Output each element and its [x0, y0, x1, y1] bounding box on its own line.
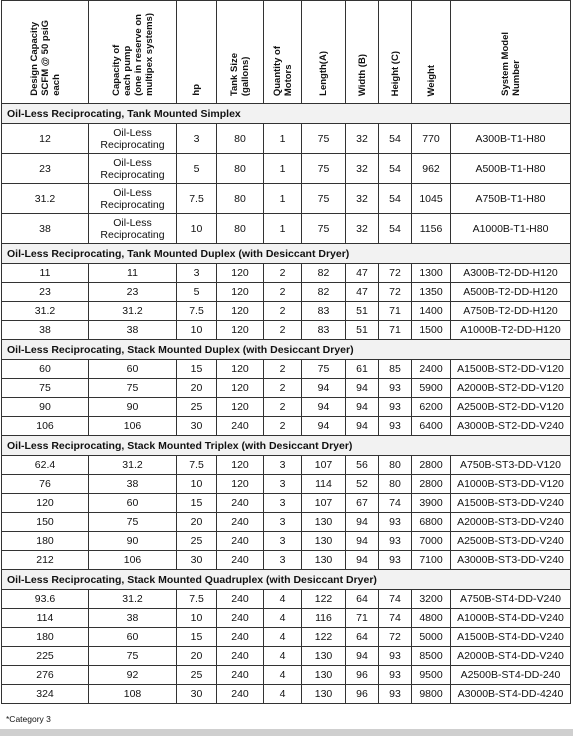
table-cell: Oil-Less Reciprocating — [89, 214, 177, 244]
column-header-label: Capacity of each pump (one in reserve on multipex systems) — [110, 13, 155, 96]
column-header — [217, 1, 264, 104]
table-cell: 38 — [2, 321, 89, 340]
table-cell: 83 — [302, 302, 346, 321]
table-cell: 3 — [264, 475, 302, 494]
table-cell: 75 — [302, 214, 346, 244]
table-cell: 2 — [264, 379, 302, 398]
column-header-label: Width (B) — [356, 53, 368, 96]
table-cell: 94 — [346, 379, 379, 398]
table-cell: 54 — [379, 184, 412, 214]
table-row — [2, 475, 571, 494]
table-cell: 2400 — [412, 360, 451, 379]
table-cell: 7.5 — [177, 456, 217, 475]
table-cell: 71 — [379, 302, 412, 321]
table-row — [2, 321, 571, 340]
table-cell: 3 — [264, 456, 302, 475]
table-cell: 90 — [2, 398, 89, 417]
table-cell: 64 — [346, 590, 379, 609]
table-cell: 130 — [302, 647, 346, 666]
column-header — [379, 1, 412, 104]
table-cell: 2 — [264, 264, 302, 283]
table-cell: 107 — [302, 456, 346, 475]
table-cell: 67 — [346, 494, 379, 513]
table-cell: 4 — [264, 666, 302, 685]
table-cell: 25 — [177, 532, 217, 551]
table-cell: 31.2 — [2, 184, 89, 214]
table-cell: 38 — [89, 609, 177, 628]
column-header-label: hp — [191, 84, 202, 96]
table-cell: 8500 — [412, 647, 451, 666]
table-cell: A300B-T1-H80 — [451, 124, 571, 154]
table-cell: 7.5 — [177, 302, 217, 321]
table-cell: 3900 — [412, 494, 451, 513]
table-cell: 7.5 — [177, 184, 217, 214]
table-cell: 114 — [2, 609, 89, 628]
table-cell: 80 — [217, 184, 264, 214]
table-cell: 75 — [302, 154, 346, 184]
table-cell: A3000B-ST3-DD-V240 — [451, 551, 571, 570]
table-cell: A1000B-T1-H80 — [451, 214, 571, 244]
table-row — [2, 302, 571, 321]
table-row — [2, 264, 571, 283]
table-cell: 180 — [2, 628, 89, 647]
table-cell: 30 — [177, 417, 217, 436]
table-row — [2, 124, 571, 154]
specs-table — [1, 0, 571, 704]
table-cell: 770 — [412, 124, 451, 154]
table-cell: 15 — [177, 494, 217, 513]
table-cell: 75 — [302, 360, 346, 379]
table-cell: 94 — [302, 417, 346, 436]
table-cell: 38 — [2, 214, 89, 244]
table-cell: 130 — [302, 551, 346, 570]
table-cell: 106 — [89, 551, 177, 570]
table-cell: 2 — [264, 302, 302, 321]
column-header — [89, 1, 177, 104]
table-cell: 2 — [264, 321, 302, 340]
table-cell: 120 — [217, 398, 264, 417]
table-cell: 75 — [302, 184, 346, 214]
header-row — [2, 1, 571, 104]
table-cell: 1350 — [412, 283, 451, 302]
table-cell: 56 — [346, 456, 379, 475]
table-cell: 96 — [346, 666, 379, 685]
table-cell: 93 — [379, 417, 412, 436]
table-cell: A750B-ST4-DD-V240 — [451, 590, 571, 609]
table-cell: 10 — [177, 321, 217, 340]
footnote: *Category 3 — [6, 714, 51, 724]
table-cell: 240 — [217, 609, 264, 628]
table-row — [2, 154, 571, 184]
table-cell: A3000B-ST2-DD-V240 — [451, 417, 571, 436]
table-cell: 240 — [217, 532, 264, 551]
table-cell: A750B-T1-H80 — [451, 184, 571, 214]
table-cell: A2000B-ST2-DD-V120 — [451, 379, 571, 398]
table-cell: 32 — [346, 124, 379, 154]
table-cell: 20 — [177, 647, 217, 666]
column-header-label: Quantity of Motors — [271, 45, 294, 96]
table-cell: 94 — [346, 647, 379, 666]
table-cell: A2500B-ST2-DD-V120 — [451, 398, 571, 417]
table-row — [2, 184, 571, 214]
table-cell: 30 — [177, 551, 217, 570]
section-header-row — [2, 570, 571, 590]
table-cell: 82 — [302, 283, 346, 302]
table-cell: 60 — [89, 628, 177, 647]
section-title: Oil-Less Reciprocating, Stack Mounted Duplex (with Desiccant Dryer) — [2, 340, 571, 360]
table-cell: 93 — [379, 666, 412, 685]
table-cell: 75 — [2, 379, 89, 398]
table-row — [2, 532, 571, 551]
table-cell: 90 — [89, 398, 177, 417]
table-cell: Oil-Less Reciprocating — [89, 124, 177, 154]
table-cell: 130 — [302, 685, 346, 704]
table-cell: 30 — [177, 685, 217, 704]
table-cell: 93 — [379, 551, 412, 570]
table-row — [2, 647, 571, 666]
table-cell: 1400 — [412, 302, 451, 321]
table-row — [2, 398, 571, 417]
table-cell: 240 — [217, 590, 264, 609]
table-cell: 240 — [217, 628, 264, 647]
table-cell: 72 — [379, 264, 412, 283]
table-cell: 76 — [2, 475, 89, 494]
table-cell: 80 — [379, 456, 412, 475]
table-cell: 25 — [177, 398, 217, 417]
table-cell: 93.6 — [2, 590, 89, 609]
table-cell: 3 — [264, 551, 302, 570]
section-header-row — [2, 244, 571, 264]
table-cell: 276 — [2, 666, 89, 685]
table-cell: 6800 — [412, 513, 451, 532]
column-header-label: Design Capacity SCFM @ 50 psiG each — [28, 20, 62, 96]
section-header-row — [2, 104, 571, 124]
table-cell: A3000B-ST4-DD-4240 — [451, 685, 571, 704]
table-cell: 240 — [217, 647, 264, 666]
table-cell: 120 — [217, 302, 264, 321]
table-cell: 2 — [264, 360, 302, 379]
table-cell: 5900 — [412, 379, 451, 398]
table-cell: A2500B-ST4-DD-240 — [451, 666, 571, 685]
table-cell: 83 — [302, 321, 346, 340]
table-cell: 93 — [379, 398, 412, 417]
table-cell: A750B-T2-DD-H120 — [451, 302, 571, 321]
table-cell: 1 — [264, 184, 302, 214]
section-title: Oil-Less Reciprocating, Stack Mounted Quadruplex (with Desiccant Dryer) — [2, 570, 571, 590]
table-row — [2, 551, 571, 570]
table-cell: 130 — [302, 666, 346, 685]
table-cell: 2 — [264, 398, 302, 417]
table-cell: Oil-Less Reciprocating — [89, 184, 177, 214]
table-cell: 4 — [264, 685, 302, 704]
table-cell: 80 — [217, 154, 264, 184]
table-cell: 4 — [264, 590, 302, 609]
page-edge — [0, 729, 573, 736]
table-cell: 93 — [379, 379, 412, 398]
table-cell: 240 — [217, 513, 264, 532]
table-row — [2, 494, 571, 513]
table-cell: 120 — [217, 456, 264, 475]
table-cell: 130 — [302, 513, 346, 532]
table-cell: 94 — [346, 513, 379, 532]
table-cell: A1000B-ST4-DD-V240 — [451, 609, 571, 628]
table-cell: 71 — [379, 321, 412, 340]
table-cell: 1 — [264, 124, 302, 154]
table-cell: 75 — [89, 513, 177, 532]
table-cell: 82 — [302, 264, 346, 283]
table-cell: A1500B-ST3-DD-V240 — [451, 494, 571, 513]
table-cell: 1500 — [412, 321, 451, 340]
table-row — [2, 628, 571, 647]
table-cell: 32 — [346, 154, 379, 184]
table-cell: 107 — [302, 494, 346, 513]
table-cell: 38 — [89, 321, 177, 340]
table-cell: 54 — [379, 214, 412, 244]
table-cell: 122 — [302, 628, 346, 647]
table-row — [2, 685, 571, 704]
column-header-label: System Model Number — [499, 32, 522, 96]
table-cell: 106 — [89, 417, 177, 436]
table-cell: 15 — [177, 628, 217, 647]
table-cell: 2 — [264, 417, 302, 436]
table-cell: A1500B-ST2-DD-V120 — [451, 360, 571, 379]
table-cell: 62.4 — [2, 456, 89, 475]
table-cell: 80 — [379, 475, 412, 494]
table-cell: 96 — [346, 685, 379, 704]
table-cell: 6400 — [412, 417, 451, 436]
table-cell: 4800 — [412, 609, 451, 628]
table-cell: 20 — [177, 513, 217, 532]
table-cell: 60 — [2, 360, 89, 379]
table-cell: A300B-T2-DD-H120 — [451, 264, 571, 283]
table-cell: A2000B-ST3-DD-V240 — [451, 513, 571, 532]
table-cell: 240 — [217, 666, 264, 685]
table-cell: 93 — [379, 513, 412, 532]
table-cell: 51 — [346, 302, 379, 321]
table-cell: 31.2 — [89, 590, 177, 609]
table-cell: 240 — [217, 417, 264, 436]
table-cell: 4 — [264, 647, 302, 666]
table-cell: 12 — [2, 124, 89, 154]
table-row — [2, 360, 571, 379]
table-cell: 6200 — [412, 398, 451, 417]
table-cell: 240 — [217, 494, 264, 513]
table-cell: 60 — [89, 494, 177, 513]
table-row — [2, 283, 571, 302]
table-cell: 31.2 — [89, 302, 177, 321]
table-cell: 120 — [217, 283, 264, 302]
table-cell: 75 — [89, 379, 177, 398]
table-cell: 25 — [177, 666, 217, 685]
table-cell: 5 — [177, 283, 217, 302]
column-header — [177, 1, 217, 104]
section-title: Oil-Less Reciprocating, Stack Mounted Triplex (with Desiccant Dryer) — [2, 436, 571, 456]
table-cell: 150 — [2, 513, 89, 532]
table-cell: 225 — [2, 647, 89, 666]
table-cell: A500B-T2-DD-H120 — [451, 283, 571, 302]
table-cell: 120 — [217, 264, 264, 283]
table-cell: 7000 — [412, 532, 451, 551]
table-cell: 23 — [2, 283, 89, 302]
table-cell: A1000B-ST3-DD-V120 — [451, 475, 571, 494]
table-row — [2, 214, 571, 244]
table-cell: 11 — [2, 264, 89, 283]
table-row — [2, 590, 571, 609]
table-cell: 130 — [302, 532, 346, 551]
table-cell: A1500B-ST4-DD-V240 — [451, 628, 571, 647]
table-row — [2, 417, 571, 436]
table-cell: 120 — [217, 360, 264, 379]
table-cell: 10 — [177, 475, 217, 494]
table-row — [2, 513, 571, 532]
column-header — [451, 1, 571, 104]
table-cell: 94 — [346, 532, 379, 551]
table-cell: 3 — [264, 494, 302, 513]
table-cell: 52 — [346, 475, 379, 494]
table-cell: 9500 — [412, 666, 451, 685]
table-cell: 74 — [379, 494, 412, 513]
table-cell: 108 — [89, 685, 177, 704]
table-cell: 10 — [177, 214, 217, 244]
table-cell: 2 — [264, 283, 302, 302]
table-cell: 75 — [302, 124, 346, 154]
table-cell: 85 — [379, 360, 412, 379]
table-cell: 9800 — [412, 685, 451, 704]
table-cell: 11 — [89, 264, 177, 283]
table-cell: 3 — [177, 124, 217, 154]
table-cell: Oil-Less Reciprocating — [89, 154, 177, 184]
table-cell: 51 — [346, 321, 379, 340]
column-header-label: Height (C) — [389, 50, 401, 96]
table-cell: 7100 — [412, 551, 451, 570]
table-cell: 72 — [379, 283, 412, 302]
table-cell: 92 — [89, 666, 177, 685]
table-cell: 20 — [177, 379, 217, 398]
table-cell: 38 — [89, 475, 177, 494]
table-cell: 3 — [177, 264, 217, 283]
table-cell: 93 — [379, 685, 412, 704]
table-cell: 32 — [346, 184, 379, 214]
column-header-label: Tank Size (gallons) — [229, 52, 251, 96]
column-header-label: Weight — [425, 64, 437, 96]
section-title: Oil-Less Reciprocating, Tank Mounted Simplex — [2, 104, 571, 124]
table-cell: 74 — [379, 590, 412, 609]
table-cell: 75 — [89, 647, 177, 666]
table-cell: 212 — [2, 551, 89, 570]
table-cell: 72 — [379, 628, 412, 647]
table-cell: 71 — [346, 609, 379, 628]
table-cell: 120 — [217, 321, 264, 340]
section-header-row — [2, 436, 571, 456]
table-cell: A750B-ST3-DD-V120 — [451, 456, 571, 475]
column-header — [412, 1, 451, 104]
table-cell: 90 — [89, 532, 177, 551]
table-cell: 47 — [346, 264, 379, 283]
table-cell: A1000B-T2-DD-H120 — [451, 321, 571, 340]
table-cell: 23 — [2, 154, 89, 184]
table-cell: 4 — [264, 609, 302, 628]
table-cell: 31.2 — [89, 456, 177, 475]
table-cell: 15 — [177, 360, 217, 379]
column-header-label: Length(A) — [318, 51, 329, 96]
table-cell: 3 — [264, 513, 302, 532]
table-cell: 2800 — [412, 475, 451, 494]
column-header — [2, 1, 89, 104]
table-cell: 54 — [379, 124, 412, 154]
table-cell: 94 — [346, 398, 379, 417]
section-header-row — [2, 340, 571, 360]
table-cell: 106 — [2, 417, 89, 436]
table-cell: 32 — [346, 214, 379, 244]
table-cell: 64 — [346, 628, 379, 647]
table-cell: 5000 — [412, 628, 451, 647]
table-cell: 962 — [412, 154, 451, 184]
table-body — [2, 104, 571, 704]
table-cell: 240 — [217, 685, 264, 704]
table-cell: 120 — [217, 475, 264, 494]
table-cell: 5 — [177, 154, 217, 184]
table-cell: 114 — [302, 475, 346, 494]
table-cell: A2500B-ST3-DD-V240 — [451, 532, 571, 551]
table-cell: 10 — [177, 609, 217, 628]
table-cell: 94 — [302, 398, 346, 417]
table-cell: 80 — [217, 214, 264, 244]
section-title: Oil-Less Reciprocating, Tank Mounted Duplex (with Desiccant Dryer) — [2, 244, 571, 264]
table-cell: 120 — [217, 379, 264, 398]
table-cell: 4 — [264, 628, 302, 647]
table-cell: 240 — [217, 551, 264, 570]
table-cell: 80 — [217, 124, 264, 154]
table-cell: 93 — [379, 532, 412, 551]
column-header — [346, 1, 379, 104]
table-cell: 7.5 — [177, 590, 217, 609]
table-cell: 94 — [346, 551, 379, 570]
table-cell: 3200 — [412, 590, 451, 609]
table-cell: 116 — [302, 609, 346, 628]
table-cell: 74 — [379, 609, 412, 628]
table-cell: 93 — [379, 647, 412, 666]
table-cell: 60 — [89, 360, 177, 379]
table-cell: A500B-T1-H80 — [451, 154, 571, 184]
table-row — [2, 379, 571, 398]
table-cell: 2800 — [412, 456, 451, 475]
table-row — [2, 456, 571, 475]
table-cell: 120 — [2, 494, 89, 513]
table-cell: 47 — [346, 283, 379, 302]
table-row — [2, 666, 571, 685]
table-cell: 122 — [302, 590, 346, 609]
table-cell: 54 — [379, 154, 412, 184]
table-cell: 23 — [89, 283, 177, 302]
table-cell: 31.2 — [2, 302, 89, 321]
column-header — [302, 1, 346, 104]
table-cell: 180 — [2, 532, 89, 551]
table-cell: 94 — [302, 379, 346, 398]
table-cell: 1 — [264, 154, 302, 184]
table-cell: 94 — [346, 417, 379, 436]
table-cell: 1 — [264, 214, 302, 244]
table-cell: A2000B-ST4-DD-V240 — [451, 647, 571, 666]
column-header — [264, 1, 302, 104]
table-row — [2, 609, 571, 628]
table-cell: 1300 — [412, 264, 451, 283]
table-cell: 61 — [346, 360, 379, 379]
table-cell: 3 — [264, 532, 302, 551]
table-cell: 1045 — [412, 184, 451, 214]
table-cell: 1156 — [412, 214, 451, 244]
table-cell: 324 — [2, 685, 89, 704]
